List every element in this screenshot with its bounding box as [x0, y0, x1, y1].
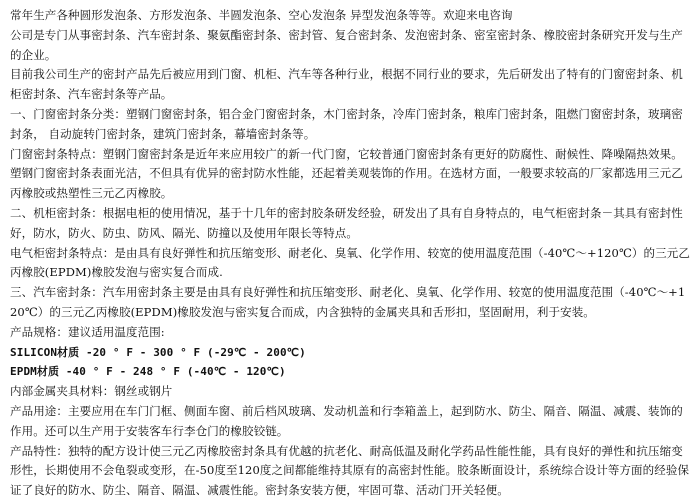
spec-heading: 产品规格：建议适用温度范围: — [10, 324, 165, 339]
product-use: 产品用途：主要应用在车门门框、侧面车窗、前后档风玻璃、发动机盖和行李箱盖上，起到防水、防尘、隔音、隔温、减震、装饰的作用。还可以生产用于安装客车行李仓门的橡胶铰链。 — [10, 403, 683, 438]
auto-seal-section: 三、汽车密封条：汽车用密封条主要是由具有良好弹性和抗压缩变形、耐老化、臭氧、化学作用、较宽的使用温度范围（-40℃～+120℃）的三元乙丙橡胶(EPDM)橡胶发泡与密实复合而成，内含独特的金属夹具和舌形扣，坚固耐用，利于安装。 — [10, 285, 686, 319]
company-paragraph: 公司是专门从事密封条、汽车密封条、聚氨酯密封条、密封管、复合密封条、发泡密封条、密室密封条、橡胶密封条研究开发与生产的企业。 — [10, 27, 683, 62]
door-window-seal-features: 门窗密封条特点：塑钢门窗密封条是近年来应用较广的新一代门窗，它较普通门窗密封条有更好的防腐性、耐候性、降噪隔热效果。塑钢门窗密封条表面光洁，不但具有优异的密封防水性能，还起着美观装饰的作用。在选材方面，一般要求较高的厂家都选用三元乙丙橡胶或热塑性三元乙丙橡胶。 — [10, 146, 683, 201]
product-features: 产品特性：独特的配方设计使三元乙丙橡胶密封条具有优越的抗老化、耐高低温及耐化学药品性能性能，具有良好的弹性和抗压缩变形性，长期使用不会龟裂或变形，在-50度至120度之间都能维持其原有的高密封性能。胶条断面设计，系统综合设计等方面的经验保证了良好的防水、防尘、隔音、隔温、减震性能。密封条安装方便，牢固可靠、活动门开关轻便。 — [10, 443, 690, 498]
cabinet-seal-features: 电气柜密封条特点：是由具有良好弹性和抗压缩变形、耐老化、臭氧、化学作用、较宽的使用温度范围（-40℃～+120℃）的三元乙丙橡胶(EPDM)橡胶发泡与密实复合而成. — [10, 245, 690, 280]
intro-line: 常年生产各种圆形发泡条、方形发泡条、半圆发泡条、空心发泡条 异型发泡条等等。欢迎来电咨询 — [10, 8, 513, 22]
metal-clip-material: 内部金属夹具材料：钢丝或钢片 — [10, 384, 173, 399]
spec-silicon: SILICON材质 -20 ° F - 300 ° F (-29℃ - 200℃) — [10, 345, 306, 359]
spec-epdm: EPDM材质 -40 ° F - 248 ° F (-40℃ - 120℃) — [10, 365, 286, 379]
door-window-seal-types: 一、门窗密封条分类：塑钢门窗密封条，铝合金门窗密封条，木门密封条，冷库门密封条，粮库门密封条，阻燃门窗密封条，玻璃密封条， 自动旋转门密封条，建筑门密封条，幕墙密封条等。 — [10, 106, 683, 141]
applications-paragraph: 目前我公司生产的密封产品先后被应用到门窗、机柜、汽车等各种行业，根据不同行业的要求，先后研发出了特有的门窗密封条、机柜密封条、汽车密封条等产品。 — [10, 67, 683, 102]
cabinet-seal-section: 二、机柜密封条：根据电柜的使用情况，基于十几年的密封胶条研发经验，研发出了具有自身特点的，电气柜密封条－其具有密封性好，防水，防火、防虫、防风、隔光、防撞以及使用年限长等特点。 — [10, 205, 683, 240]
